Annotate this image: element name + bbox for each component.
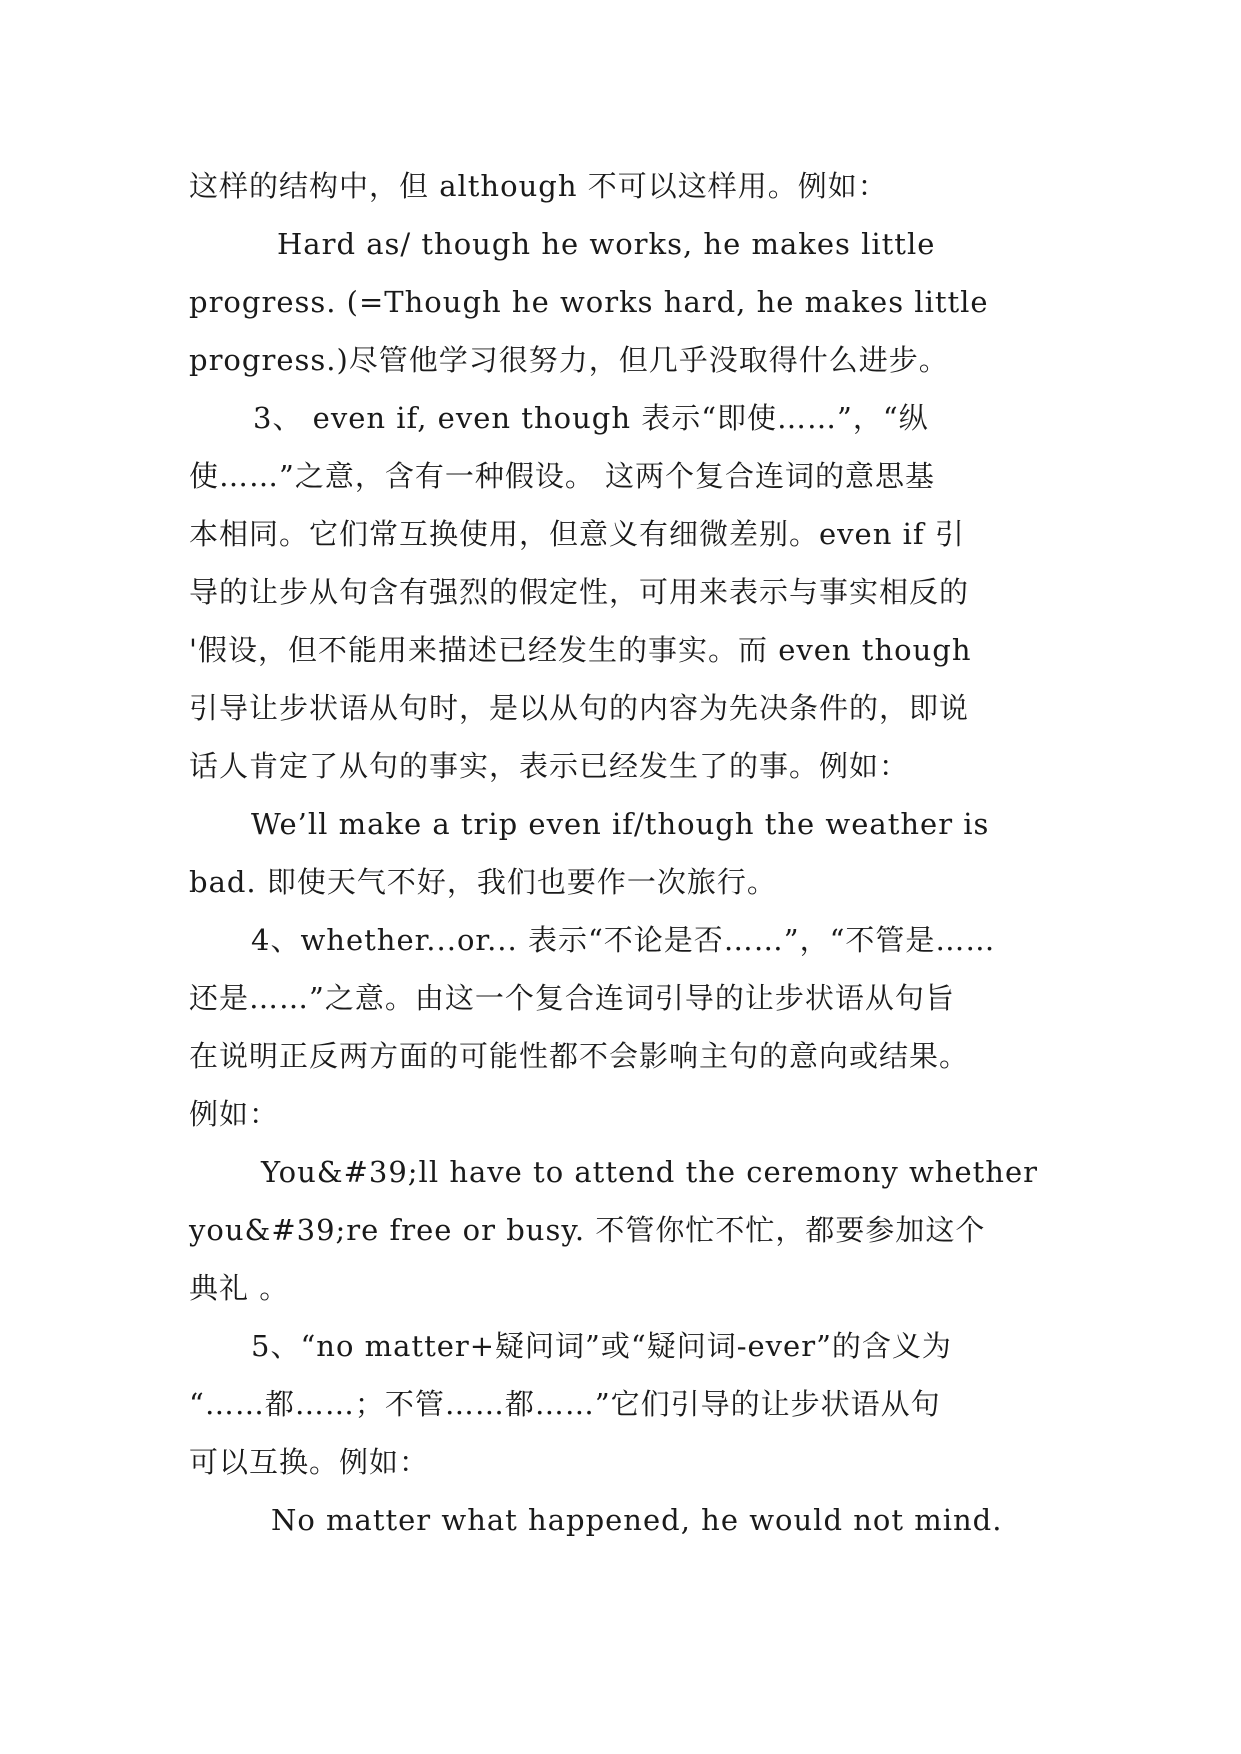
text-line: 导的让步从句含有强烈的假定性，可用来表示与事实相反的 xyxy=(189,575,970,609)
text-line: No matter what happened, he would not mind. xyxy=(271,1503,1003,1537)
text-line: bad. 即使天气不好，我们也要作一次旅行。 xyxy=(189,865,777,899)
document-body xyxy=(189,157,1051,1549)
text-line: progress. (=Though he works hard, he makes little xyxy=(189,285,989,319)
text-line: 例如： xyxy=(189,1097,280,1131)
text-line: “……都……；不管……都……”它们引导的让步状语从句 xyxy=(189,1387,941,1421)
text-line: We’ll make a trip even if/though the weather is xyxy=(251,807,990,841)
text-line: 引导让步状语从句时，是以从句的内容为先决条件的，即说 xyxy=(189,691,970,725)
text-line: 还是……”之意。由这一个复合连词引导的让步状语从句旨 xyxy=(189,981,955,1015)
text-line: 在说明正反两方面的可能性都不会影响主句的意向或结果。 xyxy=(189,1039,970,1073)
text-line: 典礼 。 xyxy=(189,1271,290,1305)
text-line: 话人肯定了从句的事实，表示已经发生了的事。例如： xyxy=(189,749,910,783)
text-line: progress.)尽管他学习很努力，但几乎没取得什么进步。 xyxy=(189,343,949,377)
text-line: 可以互换。例如： xyxy=(189,1445,430,1479)
text-line: 3、 even if, even though 表示“即使……”，“纵 xyxy=(253,401,929,435)
text-line: '假设，但不能用来描述已经发生的事实。而 even though xyxy=(189,633,972,667)
text-line: Hard as/ though he works, he makes little xyxy=(277,227,936,261)
text-line: You&#39;ll have to attend the ceremony whether xyxy=(261,1155,1038,1189)
text-line: 本相同。它们常互换使用，但意义有细微差别。even if 引 xyxy=(189,517,965,551)
text-line: 使……”之意，含有一种假设。 这两个复合连词的意思基 xyxy=(189,459,936,493)
text-line: you&#39;re free or busy. 不管你忙不忙，都要参加这个 xyxy=(189,1213,986,1247)
text-line: 这样的结构中，但 although 不可以这样用。例如： xyxy=(189,169,888,203)
text-line: 4、whether...or... 表示“不论是否……”，“不管是…… xyxy=(251,923,996,957)
text-line: 5、“no matter+疑问词”或“疑问词-ever”的含义为 xyxy=(251,1329,952,1363)
